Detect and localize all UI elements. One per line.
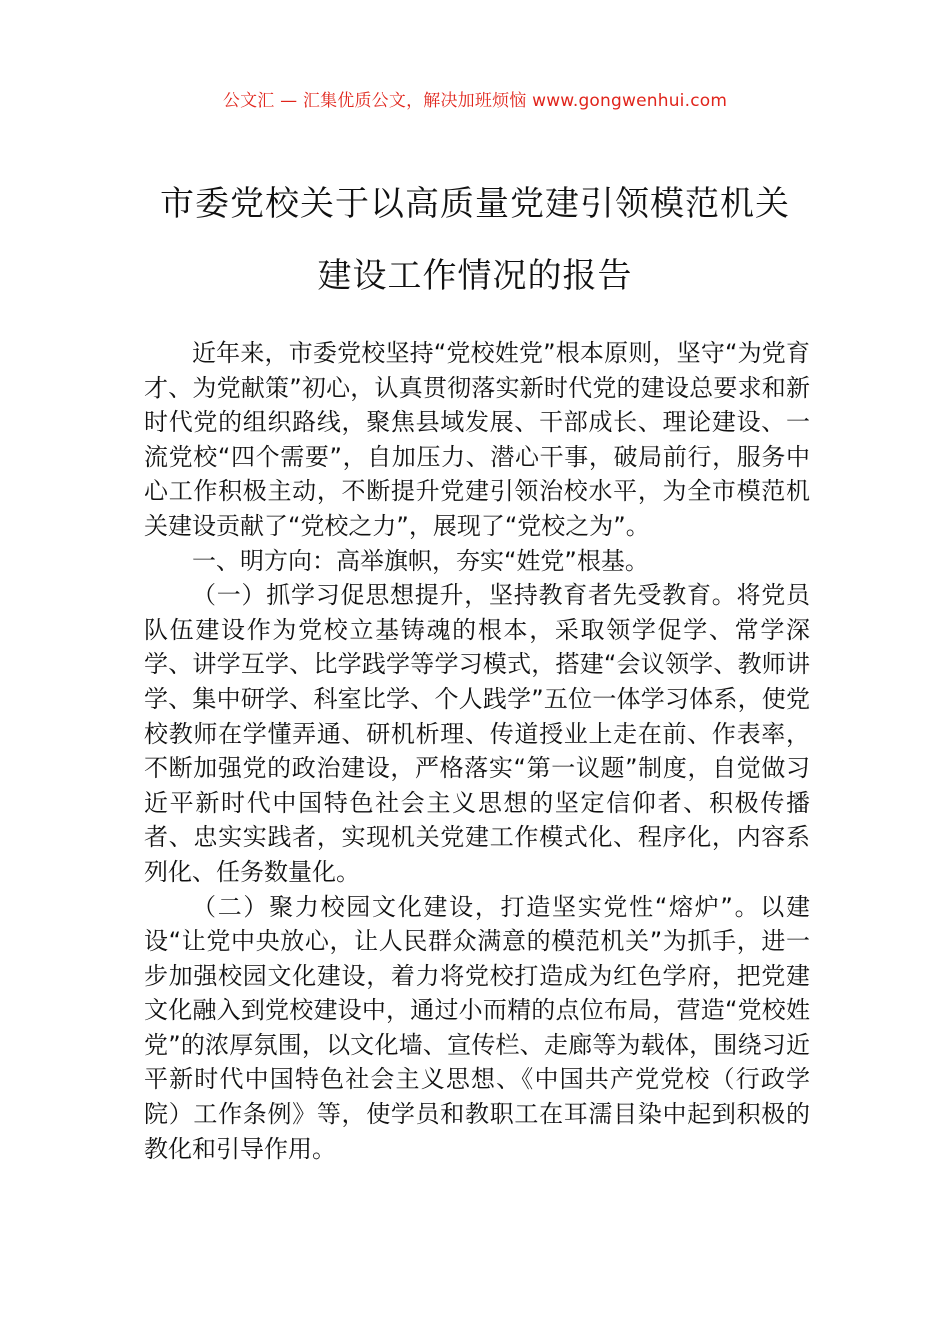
document-title: 市委党校关于以高质量党建引领模范机关建设工作情况的报告 xyxy=(160,184,790,296)
section-heading-1: 一、明方向：高举旗帜，夯实“姓党”根基。 xyxy=(192,546,649,575)
paragraph-intro: 近年来，市委党校坚持“党校姓党”根本原则，坚守“为党育才、为党献策”初心，认真贯彻落实新时代党的建设总要求和新时代党的组织路线，聚焦县域发展、干部成长、理论建设、一流党校“四个需要”，自加压力、潜心干事，破局前行，服务中心工作积极主动，不断提升党建引领治校水平，为全市模范机关建设贡献了“党校之力”，展现了“党校之为”。 xyxy=(144,339,810,540)
watermark-header: 公文汇 — 汇集优质公文，解决加班烦恼 www.gongwenhui.com xyxy=(222,91,728,111)
paragraph-subsection-1: （一）抓学习促思想提升，坚持教育者先受教育。将党员队伍建设作为党校立基铸魂的根本，采取领学促学、常学深学、讲学互学、比学践学等学习模式，搭建“会议领学、教师讲学、集中研学、科室比学、个人践学”五位一体学习体系，使党校教师在学懂弄通、研机析理、传道授业上走在前、作表率，不断加强党的政治建设，严格落实“第一议题”制度，自觉做习近平新时代中国特色社会主义思想的坚定信仰者、积极传播者、忠实实践者，实现机关党建工作模式化、程序化，内容系列化、任务数量化。 xyxy=(144,581,810,886)
document-body xyxy=(144,336,810,1166)
paragraph-subsection-2: （二）聚力校园文化建设，打造坚实党性“熔炉”。以建设“让党中央放心，让人民群众满意的模范机关”为抓手，进一步加强校园文化建设，着力将党校打造成为红色学府，把党建文化融入到党校建设中，通过小而精的点位布局，营造“党校姓党”的浓厚氛围，以文化墙、宣传栏、走廊等为载体，围绕习近平新时代中国特色社会主义思想、《中国共产党党校（行政学院）工作条例》等，使学员和教职工在耳濡目染中起到积极的教化和引导作用。 xyxy=(144,892,810,1163)
